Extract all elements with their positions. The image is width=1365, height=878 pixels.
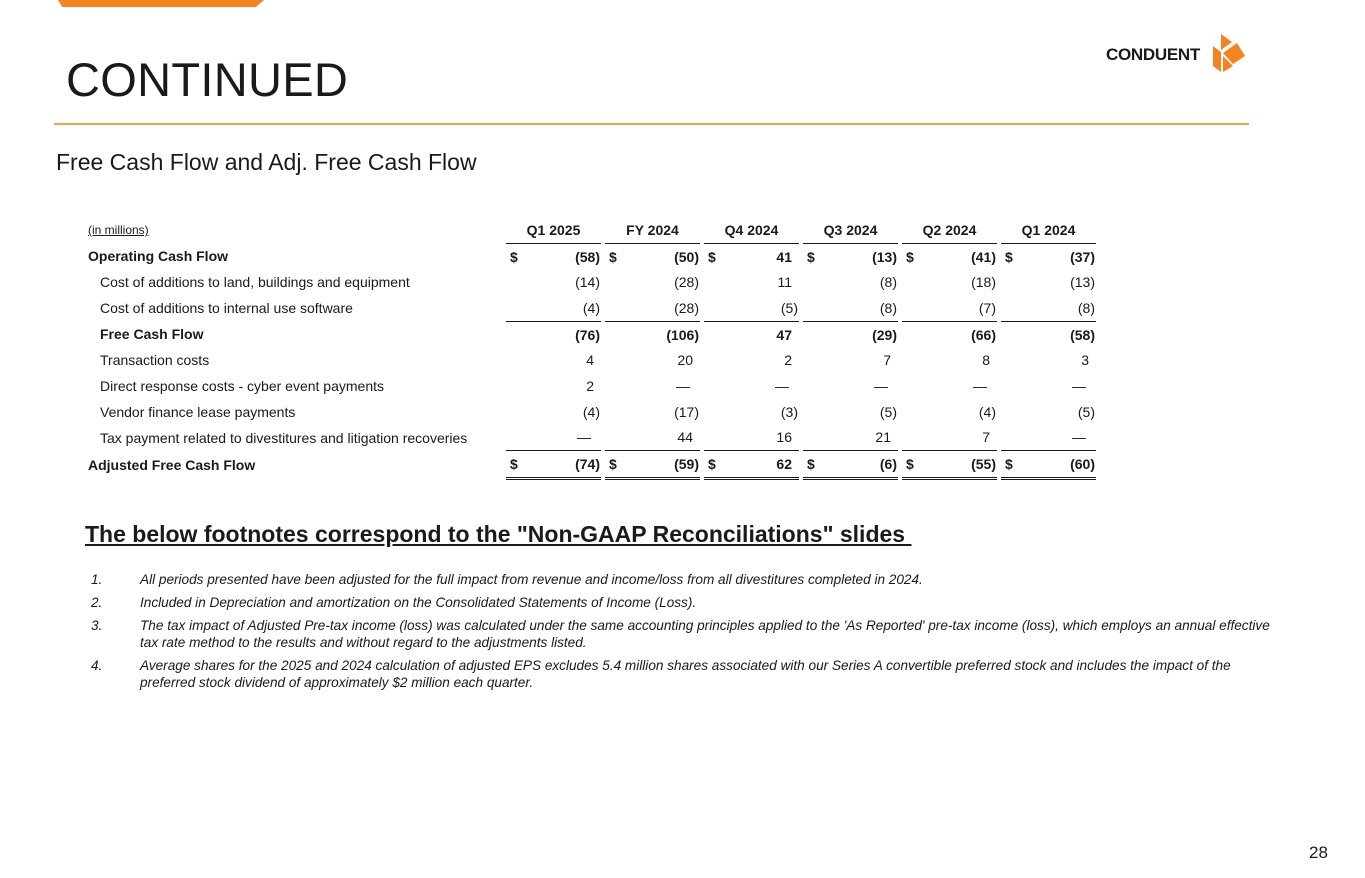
cell-value: (14) bbox=[575, 274, 600, 291]
cell-value: — bbox=[874, 377, 888, 394]
value-cell bbox=[1001, 295, 1096, 321]
value-cell bbox=[605, 269, 700, 295]
period-header: FY 2024 bbox=[605, 217, 700, 243]
cell-value: (4) bbox=[978, 403, 996, 420]
table-body bbox=[88, 243, 1096, 478]
value-cell bbox=[803, 295, 898, 321]
value-cell bbox=[803, 451, 898, 479]
top-accent-bar bbox=[58, 0, 264, 7]
footnote-item bbox=[91, 617, 1286, 651]
value-cell bbox=[902, 451, 997, 479]
cell-value: (74) bbox=[575, 456, 600, 473]
value-cell bbox=[1001, 373, 1096, 399]
table-row bbox=[88, 451, 1096, 479]
section-subtitle: Free Cash Flow and Adj. Free Cash Flow bbox=[56, 149, 477, 175]
footnote-text: The tax impact of Adjusted Pre-tax income (loss) was calculated under the same accounting principles applied to the 'As Reported' pre-tax income (loss), which employs an annual effective tax rate method to the results and without regard to the adjustments listed. bbox=[140, 618, 1270, 650]
cell-value: (58) bbox=[1070, 326, 1095, 343]
value-cell bbox=[704, 425, 799, 451]
value-cell bbox=[605, 399, 700, 425]
currency-symbol: $ bbox=[807, 456, 815, 473]
cell-value: (18) bbox=[971, 274, 996, 291]
cell-value: (6) bbox=[879, 456, 897, 473]
cell-value: (4) bbox=[582, 403, 600, 420]
footnote-text: All periods presented have been adjusted for the full impact from revenue and income/loss from all divestitures completed in 2024. bbox=[140, 572, 923, 587]
value-cell bbox=[704, 269, 799, 295]
currency-symbol: $ bbox=[609, 456, 617, 473]
logo-text: CONDUENT bbox=[1106, 45, 1200, 64]
row-label: Free Cash Flow bbox=[100, 326, 204, 343]
row-label: Tax payment related to divestitures and litigation recoveries bbox=[100, 429, 468, 446]
value-cell bbox=[902, 243, 997, 269]
cell-value: 2 bbox=[784, 352, 792, 369]
value-cell bbox=[1001, 269, 1096, 295]
cell-value: 4 bbox=[586, 352, 594, 369]
currency-symbol: $ bbox=[708, 248, 716, 265]
cell-value: (5) bbox=[879, 403, 897, 420]
table-row bbox=[88, 399, 1096, 425]
value-cell bbox=[605, 451, 700, 479]
footnote-item bbox=[91, 571, 1286, 588]
currency-symbol: $ bbox=[708, 456, 716, 473]
cell-value: (60) bbox=[1070, 456, 1095, 473]
footnote-number: 4. bbox=[91, 658, 103, 673]
cell-value: (41) bbox=[971, 248, 996, 265]
cell-value: (7) bbox=[978, 299, 996, 316]
footnote-list bbox=[91, 571, 1286, 697]
cell-value: 8 bbox=[982, 352, 990, 369]
cell-value: 3 bbox=[1081, 352, 1089, 369]
cell-value: 47 bbox=[776, 326, 792, 343]
row-label: Cost of additions to internal use software bbox=[100, 300, 353, 317]
footnote-text: Average shares for the 2025 and 2024 calculation of adjusted EPS excludes 5.4 million shares associated with our Series A convertible preferred stock and includes the impact of the preferred stock dividend of approximately $2 million each quarter. bbox=[140, 658, 1231, 690]
cell-value: 41 bbox=[776, 248, 792, 265]
table-row bbox=[88, 243, 1096, 269]
value-cell bbox=[605, 347, 700, 373]
cell-value: 11 bbox=[777, 274, 792, 291]
table-header-row bbox=[88, 217, 1096, 243]
table-row bbox=[88, 269, 1096, 295]
value-cell bbox=[902, 295, 997, 321]
cell-value: 62 bbox=[776, 456, 792, 473]
value-cell bbox=[902, 347, 997, 373]
currency-symbol: $ bbox=[510, 456, 518, 473]
value-cell bbox=[704, 373, 799, 399]
cell-value: 7 bbox=[982, 429, 990, 446]
currency-symbol: $ bbox=[609, 248, 617, 265]
currency-symbol: $ bbox=[510, 248, 518, 265]
row-label: Transaction costs bbox=[100, 352, 210, 369]
period-header: Q4 2024 bbox=[704, 217, 799, 243]
value-cell bbox=[506, 373, 601, 399]
page-number: 28 bbox=[1309, 843, 1328, 862]
value-cell bbox=[506, 321, 601, 347]
cell-value: (66) bbox=[971, 326, 996, 343]
cell-value: 2 bbox=[586, 377, 594, 394]
footnote-item bbox=[91, 594, 1286, 611]
cell-value: (8) bbox=[879, 274, 897, 291]
footnote-item bbox=[91, 657, 1286, 691]
table-row bbox=[88, 425, 1096, 451]
period-header: Q3 2024 bbox=[803, 217, 898, 243]
cell-value: (37) bbox=[1070, 248, 1095, 265]
footnote-number: 1. bbox=[91, 572, 103, 587]
cell-value: — bbox=[1072, 377, 1086, 394]
footnote-number: 3. bbox=[91, 618, 103, 633]
value-cell bbox=[605, 373, 700, 399]
conduent-logo bbox=[1106, 34, 1245, 74]
units-label: (in millions) bbox=[88, 223, 149, 238]
period-header: Q2 2024 bbox=[902, 217, 997, 243]
cell-value: (28) bbox=[674, 274, 699, 291]
value-cell bbox=[506, 347, 601, 373]
cell-value: (17) bbox=[674, 403, 699, 420]
cell-value: (5) bbox=[780, 299, 798, 316]
row-label: Direct response costs - cyber event payments bbox=[100, 377, 385, 394]
period-header: Q1 2025 bbox=[506, 217, 601, 243]
value-cell bbox=[605, 321, 700, 347]
table-row bbox=[88, 373, 1096, 399]
value-cell bbox=[1001, 425, 1096, 451]
value-cell bbox=[902, 321, 997, 347]
value-cell bbox=[506, 269, 601, 295]
value-cell bbox=[902, 399, 997, 425]
value-cell bbox=[1001, 347, 1096, 373]
cell-value: (13) bbox=[872, 248, 897, 265]
value-cell bbox=[506, 243, 601, 269]
value-cell bbox=[1001, 321, 1096, 347]
currency-symbol: $ bbox=[1005, 248, 1013, 265]
conduent-cube-logo-icon bbox=[1207, 34, 1245, 74]
row-label: Operating Cash Flow bbox=[88, 248, 229, 265]
currency-symbol: $ bbox=[906, 456, 914, 473]
value-cell bbox=[605, 295, 700, 321]
cell-value: (28) bbox=[674, 299, 699, 316]
value-cell bbox=[704, 321, 799, 347]
cell-value: — bbox=[973, 377, 987, 394]
cell-value: (29) bbox=[872, 326, 897, 343]
slide-title: CONTINUED bbox=[66, 53, 349, 106]
footnote-text: Included in Depreciation and amortization on the Consolidated Statements of Income (Loss). bbox=[140, 595, 697, 610]
cell-value: (8) bbox=[879, 299, 897, 316]
period-header: Q1 2024 bbox=[1001, 217, 1096, 243]
cell-value: 20 bbox=[677, 352, 693, 369]
value-cell bbox=[803, 347, 898, 373]
value-cell bbox=[803, 373, 898, 399]
cell-value: 44 bbox=[677, 429, 693, 446]
free-cash-flow-table bbox=[88, 217, 1096, 480]
value-cell bbox=[902, 373, 997, 399]
cell-value: (5) bbox=[1077, 403, 1095, 420]
currency-symbol: $ bbox=[807, 248, 815, 265]
value-cell bbox=[506, 425, 601, 451]
cell-value: — bbox=[775, 377, 789, 394]
value-cell bbox=[1001, 243, 1096, 269]
currency-symbol: $ bbox=[1005, 456, 1013, 473]
value-cell bbox=[704, 399, 799, 425]
value-cell bbox=[803, 269, 898, 295]
cell-value: (3) bbox=[780, 403, 798, 420]
currency-symbol: $ bbox=[906, 248, 914, 265]
value-cell bbox=[704, 243, 799, 269]
value-cell bbox=[902, 269, 997, 295]
value-cell bbox=[704, 295, 799, 321]
value-cell bbox=[704, 347, 799, 373]
cell-value: (106) bbox=[666, 326, 699, 343]
cell-value: — bbox=[676, 377, 690, 394]
value-cell bbox=[902, 425, 997, 451]
cell-value: (55) bbox=[971, 456, 996, 473]
cell-value: (13) bbox=[1070, 274, 1095, 291]
cell-value: (8) bbox=[1077, 299, 1095, 316]
value-cell bbox=[803, 399, 898, 425]
value-cell bbox=[803, 425, 898, 451]
value-cell bbox=[803, 321, 898, 347]
cell-value: — bbox=[1072, 429, 1086, 446]
value-cell bbox=[605, 425, 700, 451]
footnotes-heading: The below footnotes correspond to the "Non-GAAP Reconciliations" slides bbox=[85, 521, 912, 547]
table-row bbox=[88, 321, 1096, 347]
value-cell bbox=[605, 243, 700, 269]
value-cell bbox=[704, 451, 799, 479]
table-row bbox=[88, 295, 1096, 321]
cell-value: 7 bbox=[883, 352, 891, 369]
cell-value: (58) bbox=[575, 248, 600, 265]
cell-value: (50) bbox=[674, 248, 699, 265]
value-cell bbox=[1001, 399, 1096, 425]
cell-value: (76) bbox=[575, 326, 600, 343]
cell-value: (59) bbox=[674, 456, 699, 473]
cell-value: (4) bbox=[582, 299, 600, 316]
cell-value: 21 bbox=[875, 429, 891, 446]
cell-value: — bbox=[577, 429, 591, 446]
table-row bbox=[88, 347, 1096, 373]
row-label: Vendor finance lease payments bbox=[100, 403, 296, 420]
row-label: Cost of additions to land, buildings and equipment bbox=[100, 274, 410, 291]
value-cell bbox=[803, 243, 898, 269]
value-cell bbox=[1001, 451, 1096, 479]
value-cell bbox=[506, 295, 601, 321]
value-cell bbox=[506, 399, 601, 425]
title-divider bbox=[54, 123, 1249, 125]
cell-value: 16 bbox=[776, 429, 792, 446]
row-label: Adjusted Free Cash Flow bbox=[88, 456, 256, 473]
footnote-number: 2. bbox=[91, 595, 103, 610]
value-cell bbox=[506, 451, 601, 479]
